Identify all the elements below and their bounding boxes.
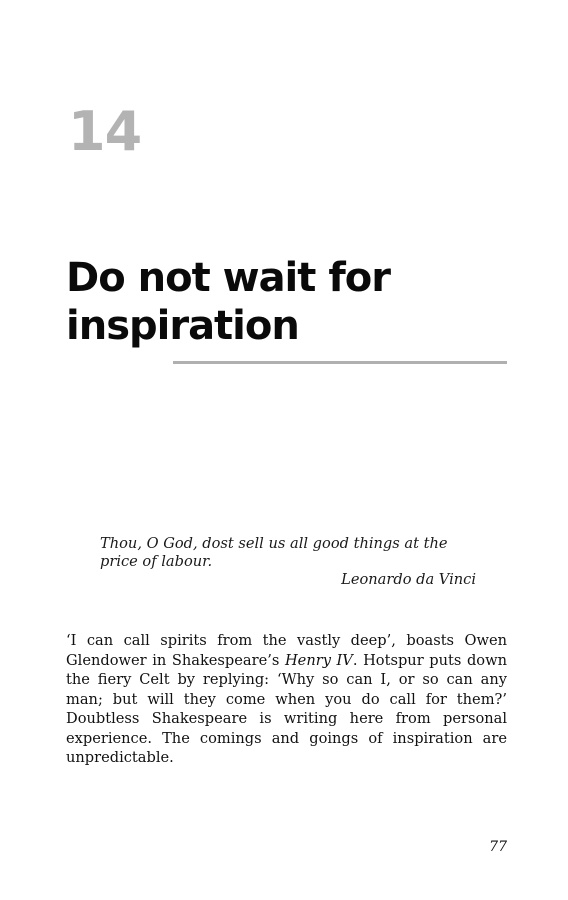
body-text-part2: . Hotspur puts down the fiery Celt by replying: ‘Why so can I, or so can any man; but will they come when you do call for them?’ Doubtless Shakespeare is writing here from personal experience. The comings and goings of inspiration are unpredictable.	[66, 651, 507, 766]
epigraph	[100, 535, 478, 589]
chapter-title: Do not wait for inspiration	[66, 255, 390, 349]
body-paragraph	[66, 631, 507, 768]
title-divider	[173, 361, 507, 364]
chapter-number: 14	[68, 100, 142, 163]
page-number: 77	[489, 839, 507, 855]
body-text-part1: ‘I can call spirits from the vastly deep’, boasts Owen Glendower in Shakespeare’s	[66, 632, 507, 669]
epigraph-quote: Thou, O God, dost sell us all good things at the price of labour.	[100, 535, 448, 570]
epigraph-attribution: Leonardo da Vinci	[341, 571, 476, 588]
work-title: Henry IV	[284, 651, 353, 669]
